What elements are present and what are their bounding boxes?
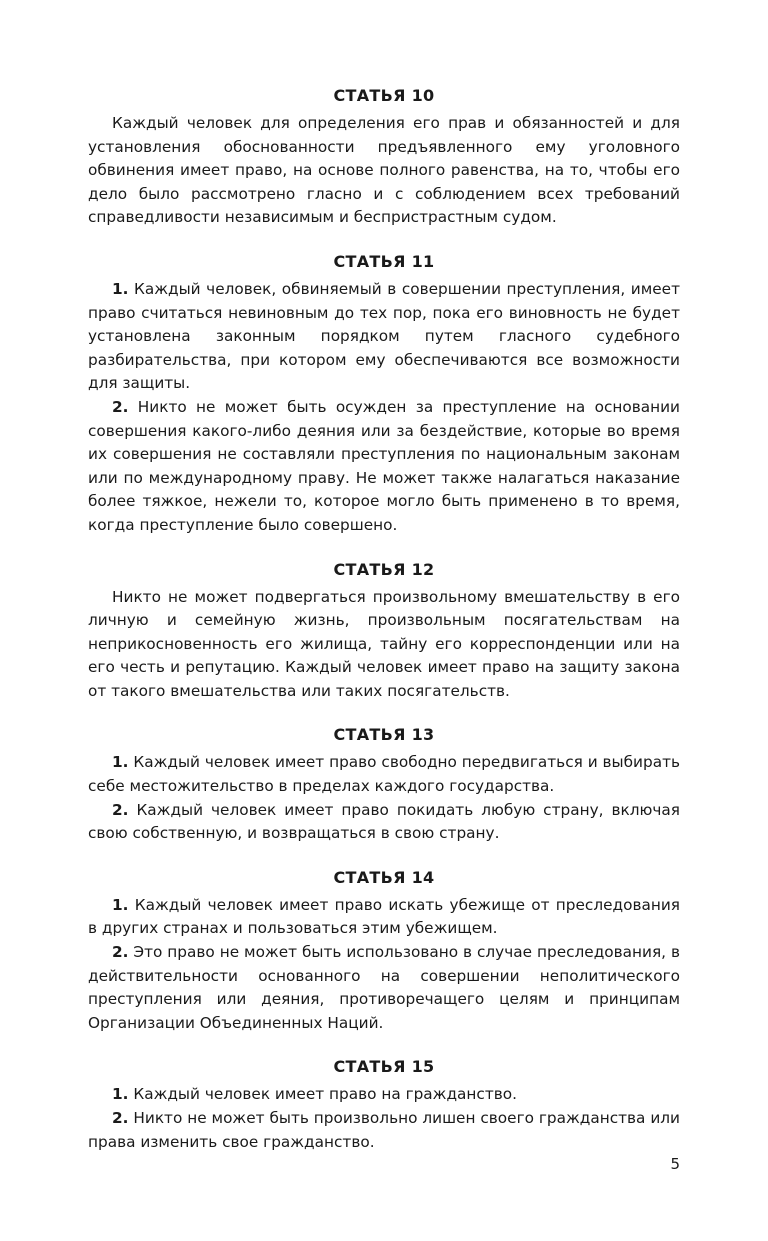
paragraph-number: 1. — [112, 279, 129, 298]
article-10 — [88, 84, 680, 230]
paragraph-number: 2. — [112, 397, 129, 416]
article-title: СТАТЬЯ 10 — [333, 86, 435, 105]
paragraph-text: Никто не может быть осужден за преступление на основании совершения какого-либо деяния или за бездействие, которые во время их совершения не составляли преступления по национальным законам или по международному праву. Не может также налагаться наказание более тяжкое, нежели то, которое могло быть применено в то время, когда преступление было совершено. — [88, 397, 680, 534]
article-paragraph — [88, 586, 680, 704]
article-13 — [88, 723, 680, 845]
article-paragraph — [88, 278, 680, 396]
article-15 — [88, 1055, 680, 1154]
page-number: 5 — [670, 1155, 680, 1173]
article-title: СТАТЬЯ 14 — [333, 867, 435, 887]
paragraph-number: 1. — [112, 1085, 129, 1104]
article-title: СТАТЬЯ 15 — [333, 1057, 435, 1077]
paragraph-text: Каждый человек, обвиняемый в совершении преступления, имеет право считаться невиновным до тех пор, пока его виновность не будет установлена законным порядком путем гласного судебного разбирательства, при котором ему обеспечиваются все возможности для защиты. — [88, 279, 680, 393]
paragraph-text: Никто не может быть произвольно лишен своего гражданства или права изменить свое гражданство. — [88, 1109, 680, 1151]
paragraph-text: Каждый человек имеет право искать убежище от преследования в других странах и пользоваться этим убежищем. — [88, 895, 680, 938]
article-paragraph — [88, 1107, 680, 1154]
article-paragraph — [88, 751, 680, 798]
article-paragraph — [88, 894, 680, 941]
article-12 — [88, 558, 680, 704]
paragraph-text: Это право не может быть использовано в случае преследования, в действительности основанного на совершении неполитического преступления или деяния, противоречащего целям и принципам Организации Объединенных Наций. — [88, 943, 680, 1032]
article-14 — [88, 866, 680, 1036]
article-title: СТАТЬЯ 13 — [333, 725, 435, 745]
article-paragraph — [88, 799, 680, 846]
paragraph-text: Каждый человек имеет право на гражданство. — [133, 1085, 517, 1104]
paragraph-text: Никто не может подвергаться произвольному вмешательству в его личную и семейную жизнь, произвольным посягательствам на неприкосновенность его жилища, тайну его корреспонденции или на его честь и репутацию. Каждый человек имеет право на защиту закона от такого вмешательства или таких посягательств. — [88, 587, 680, 700]
article-title: СТАТЬЯ 11 — [333, 251, 435, 271]
article-paragraph — [88, 941, 680, 1035]
article-paragraph — [88, 112, 680, 230]
paragraph-text: Каждый человек для определения его прав и обязанностей и для установления обоснованности предъявленного ему уголовного обвинения имеет право, на основе полного равенства, на то, чтобы его дело было рассмотрено гласно и с соблюдением всех требований справедливости независимым и беспристрастным судом. — [88, 114, 680, 227]
article-11 — [88, 250, 680, 538]
article-paragraph — [88, 1083, 680, 1107]
page-body — [88, 84, 680, 1154]
paragraph-number: 2. — [112, 800, 129, 819]
paragraph-number: 2. — [112, 1109, 129, 1127]
paragraph-number: 1. — [112, 895, 129, 914]
paragraph-text: Каждый человек имеет право свободно передвигаться и выбирать себе местожительство в пределах каждого государства. — [88, 753, 680, 796]
paragraph-number: 1. — [112, 753, 129, 772]
article-title: СТАТЬЯ 12 — [333, 559, 435, 579]
article-paragraph — [88, 396, 680, 538]
paragraph-number: 2. — [112, 943, 129, 962]
paragraph-text: Каждый человек имеет право покидать любую страну, включая свою собственную, и возвращаться в свою страну. — [88, 800, 680, 843]
